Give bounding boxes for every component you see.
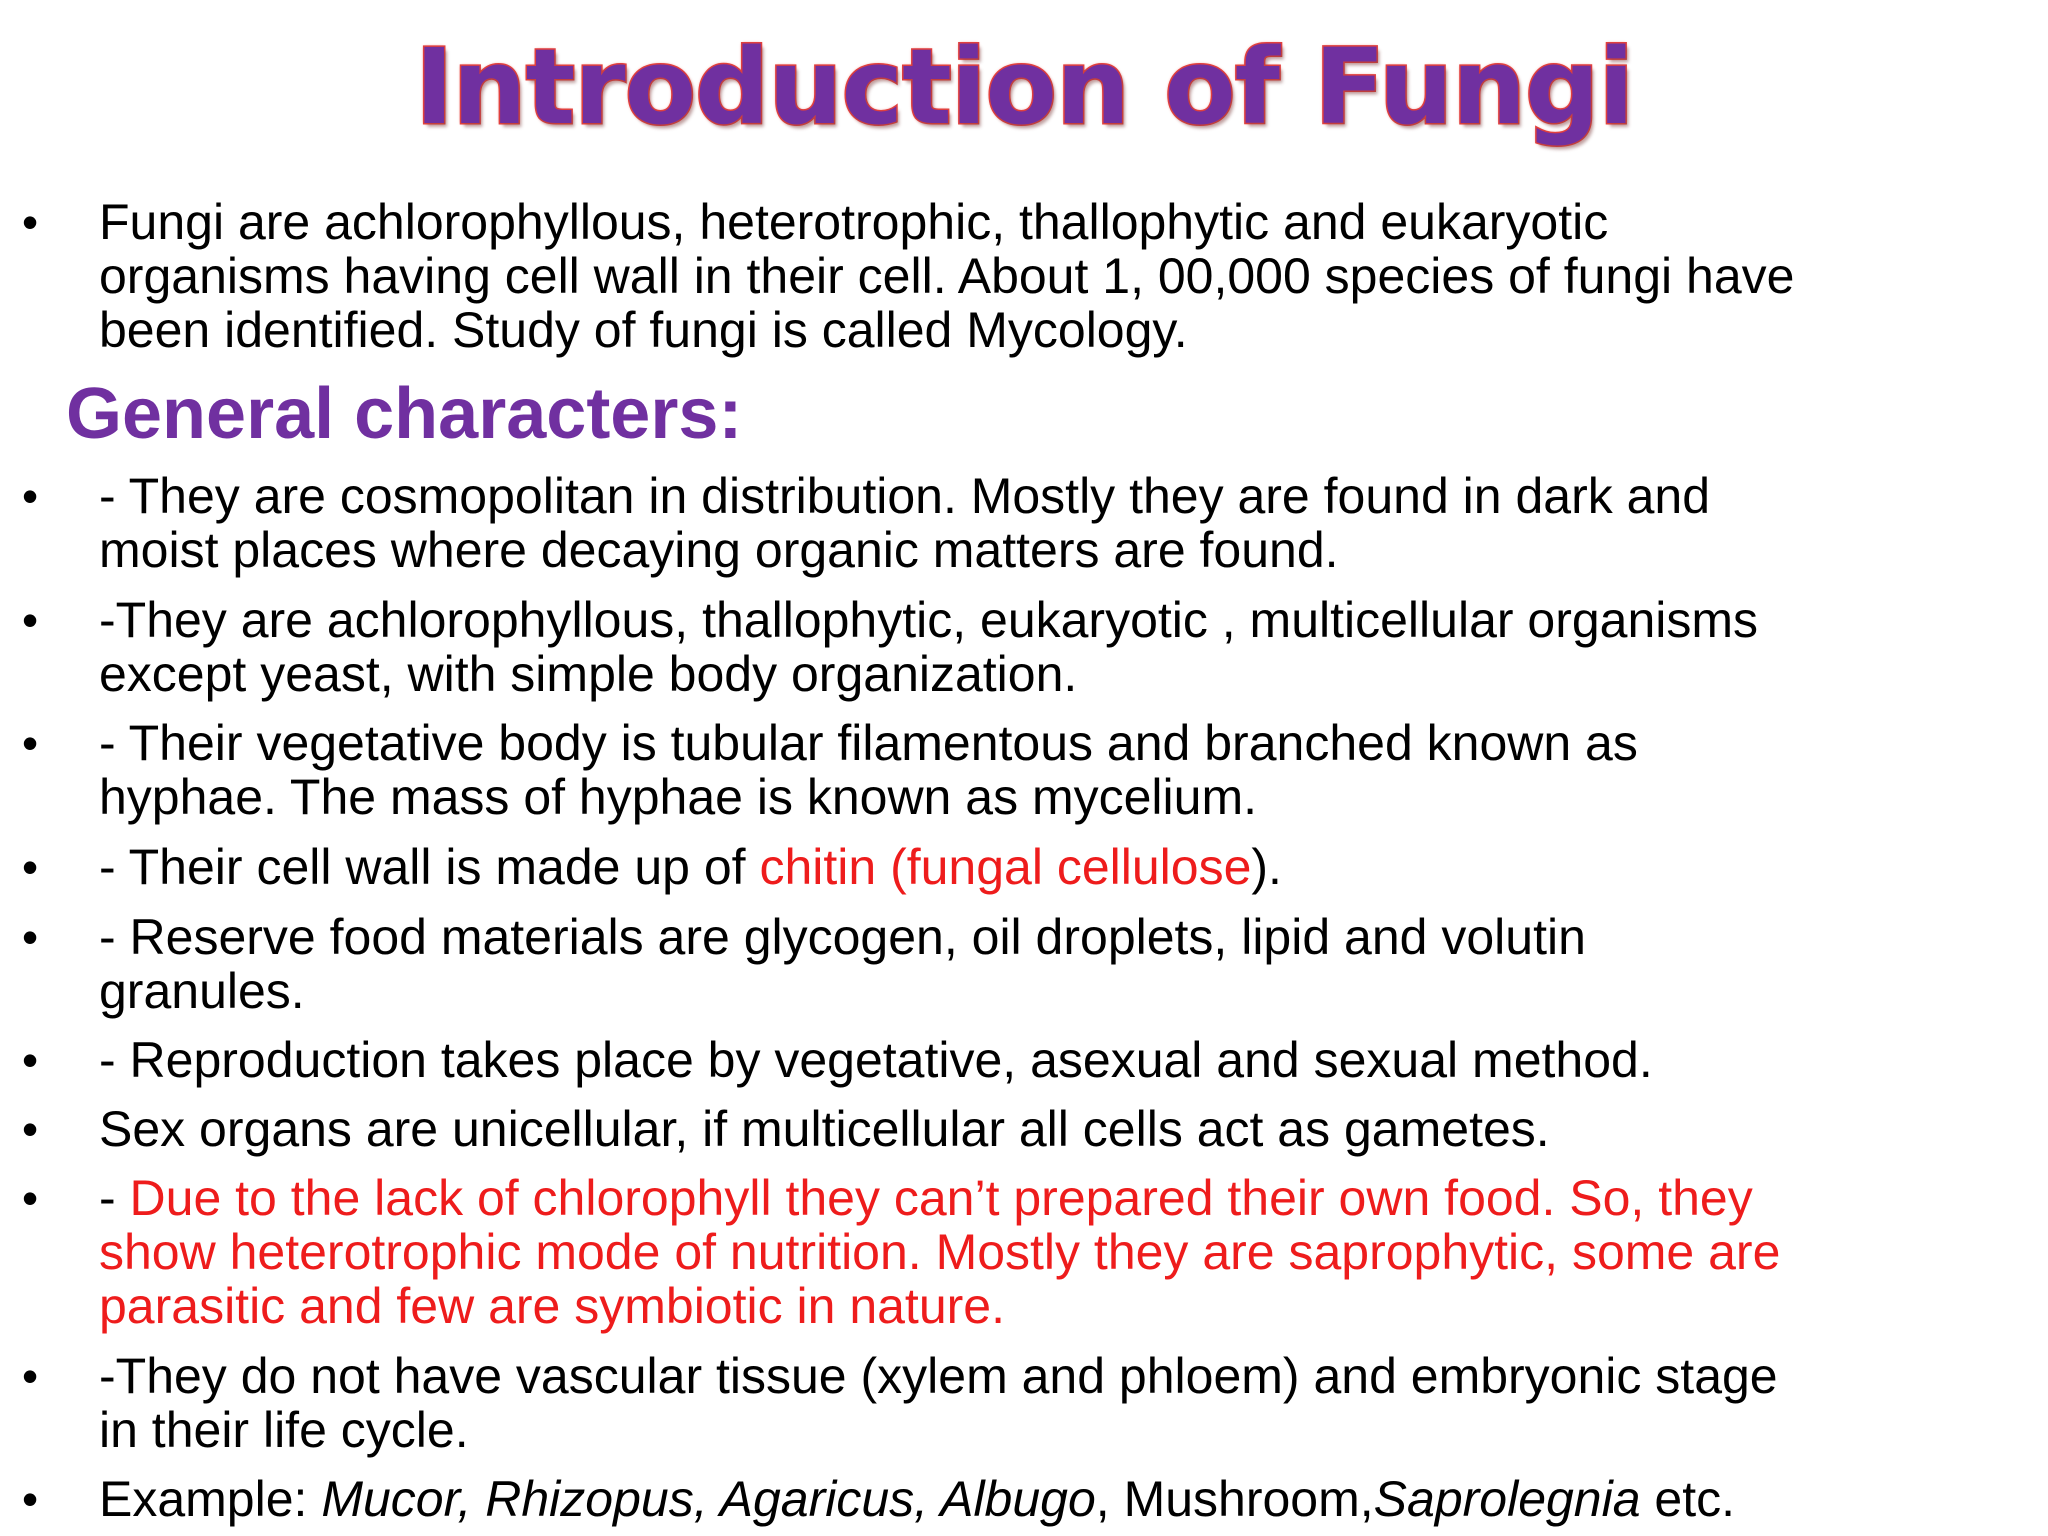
point-text-tail: ). bbox=[1251, 839, 1282, 895]
point-text: - Reserve food materials are glycogen, oil droplets, lipid and volutin granules. bbox=[99, 909, 1586, 1019]
example-genera: Mucor, Rhizopus, Agaricus, Albugo bbox=[321, 1471, 1096, 1527]
bullet-dot: • bbox=[22, 1103, 39, 1155]
bullet-dot: • bbox=[22, 1172, 39, 1224]
bullet-dot: • bbox=[22, 196, 39, 248]
bullet-dot: • bbox=[22, 1034, 39, 1086]
section-heading: General characters: bbox=[66, 374, 743, 454]
point-text-plain: - Their cell wall is made up of bbox=[99, 839, 760, 895]
point-text: Sex organs are unicellular, if multicellular all cells act as gametes. bbox=[99, 1101, 1550, 1157]
example-genus-saprolegnia: Saprolegnia bbox=[1373, 1471, 1641, 1527]
bullet-dot: • bbox=[22, 470, 39, 522]
bullet-dot: • bbox=[22, 911, 39, 963]
slide-title: Introduction of Fungi bbox=[414, 26, 1634, 148]
point-text bbox=[99, 840, 2044, 894]
point-text: -They do not have vascular tissue (xylem and phloem) and embryonic stage in their life cycle. bbox=[99, 1348, 1778, 1458]
highlight-chitin: chitin (fungal cellulose bbox=[759, 839, 1252, 895]
bullet-dot: • bbox=[22, 1350, 39, 1402]
point-text: - Their vegetative body is tubular filamentous and branched known as hyphae. The mass of hyphae is known as mycelium. bbox=[99, 715, 1638, 825]
bullet-dot: • bbox=[22, 1473, 39, 1525]
intro-text: Fungi are achlorophyllous, heterotrophic, thallophytic and eukaryotic organisms having cell wall in their cell. About 1, 00,000 species of fungi have been identified. Study of fungi is called Mycology. bbox=[99, 194, 1795, 358]
point-text: - Reproduction takes place by vegetative, asexual and sexual method. bbox=[99, 1032, 1653, 1088]
point-text-plain: - bbox=[99, 1170, 130, 1226]
example-tail: etc. bbox=[1640, 1471, 1736, 1527]
bullet-dot: • bbox=[22, 717, 39, 769]
point-text: -They are achlorophyllous, thallophytic, eukaryotic , multicellular organisms except yeast, with simple body organization. bbox=[99, 592, 1759, 702]
example-label: Example: bbox=[99, 1471, 322, 1527]
point-text bbox=[99, 1171, 2044, 1333]
point-text: - They are cosmopolitan in distribution. Mostly they are found in dark and moist places where decaying organic matters are found. bbox=[99, 468, 1711, 578]
bullet-dot: • bbox=[22, 594, 39, 646]
example-text bbox=[99, 1472, 2044, 1526]
bullet-dot: • bbox=[22, 841, 39, 893]
example-separator: , Mushroom, bbox=[1095, 1471, 1374, 1527]
highlight-nutrition: Due to the lack of chlorophyll they can’t prepared their own food. So, they show heterotrophic mode of nutrition. Mostly they are saprophytic, some are parasitic and few are symbiotic in nature. bbox=[99, 1170, 1781, 1334]
